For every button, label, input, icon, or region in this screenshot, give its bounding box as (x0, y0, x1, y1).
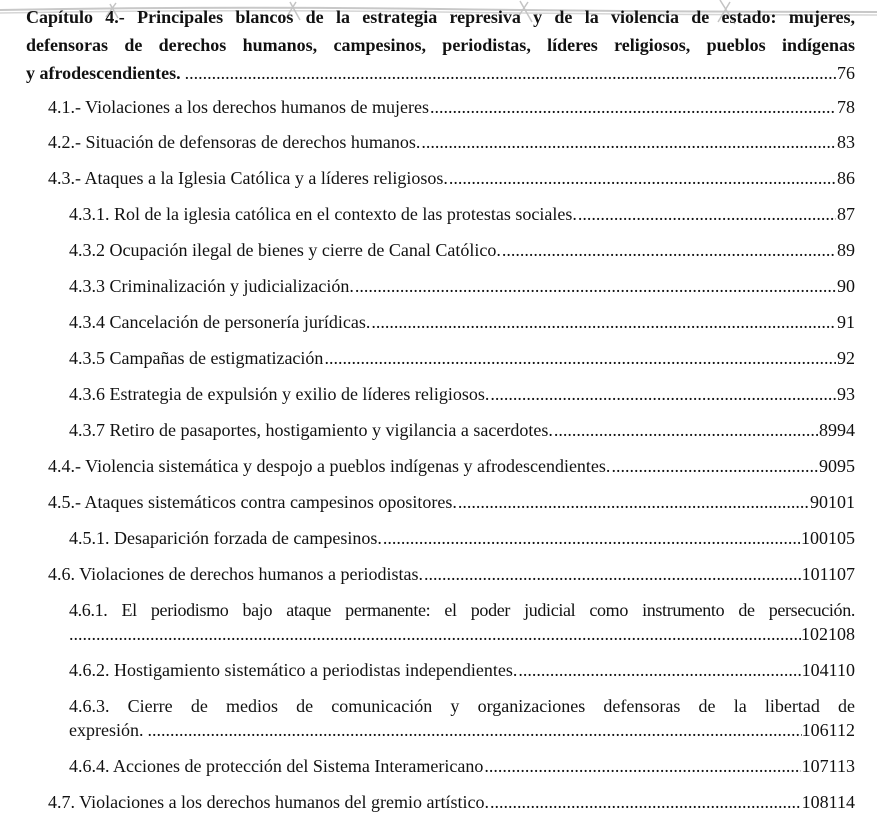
entry-label: 4.5.- Ataques sistemáticos contra campesinos opositores. (48, 492, 457, 512)
entry-label: 4.3.7 Retiro de pasaportes, hostigamiento y vigilancia a sacerdotes. (69, 420, 553, 440)
toc-entry-4-7[interactable] (26, 790, 855, 814)
toc-entry-4-5[interactable] (26, 490, 855, 514)
toc-entry-4-1[interactable] (26, 95, 855, 119)
page-number: 101107 (801, 564, 855, 584)
entry-label: 4.3.1. Rol de la iglesia católica en el contexto de las protestas sociales. (69, 204, 577, 224)
dot-leader (518, 658, 800, 682)
dot-leader (502, 238, 836, 262)
page-number: 107113 (801, 756, 855, 776)
entry-label: 4.3.2 Ocupación ilegal de bienes y cierre de Canal Católico. (69, 240, 501, 260)
toc-entry-4-3-4[interactable] (26, 310, 855, 334)
dot-leader (185, 59, 837, 87)
dot-leader (355, 274, 836, 298)
dot-leader (458, 490, 809, 514)
dot-leader (430, 95, 836, 119)
toc-entry-4-3[interactable] (26, 166, 855, 190)
page-number: 90101 (810, 492, 855, 512)
chapter-title-line-3 (26, 59, 855, 87)
entry-label: 4.3.5 Campañas de estigmatización (69, 348, 324, 368)
toc-entry-4-6-1[interactable] (26, 598, 855, 646)
page-number: 9095 (819, 456, 855, 476)
dot-leader (147, 718, 801, 742)
entry-label: 4.6.1. El periodismo bajo ataque permanente: el poder judicial como instrumento de persecución. (69, 600, 855, 620)
entry-label: 4.5.1. Desaparición forzada de campesinos. (69, 528, 382, 548)
page-number: 93 (837, 384, 855, 404)
toc-entry-4-5-1[interactable] (26, 526, 855, 550)
entry-label: 4.6.3. Cierre de medios de comunicación y organizaciones defensoras de la libertad de (69, 696, 855, 716)
entry-label: 4.6.4. Acciones de protección del Sistema Interamericano (69, 756, 484, 776)
toc-entry-4-6-2[interactable] (26, 658, 855, 682)
chapter-title-line-2: defensoras de derechos humanos, campesinos, periodistas, líderes religiosos, pueblos indígenas (26, 35, 855, 55)
page-number: 104110 (801, 660, 855, 680)
page-number: 106112 (801, 720, 855, 740)
entry-continuation (69, 718, 855, 742)
page-number: 76 (837, 63, 855, 83)
toc-entry-4-6-4[interactable] (26, 754, 855, 778)
entry-label: 4.3.3 Criminalización y judicialización. (69, 276, 354, 296)
dot-leader (490, 790, 801, 814)
toc-entry-4-3-7[interactable] (26, 418, 855, 442)
dot-leader (554, 418, 818, 442)
dot-leader (421, 130, 836, 154)
toc-entry-4-4[interactable] (26, 454, 855, 478)
dot-leader (611, 454, 818, 478)
entry-label: 4.4.- Violencia sistemática y despojo a pueblos indígenas y afrodescendientes. (48, 456, 611, 476)
dot-leader (371, 310, 836, 334)
dot-leader (69, 622, 801, 646)
entry-label: 4.6. Violaciones de derechos humanos a periodistas. (48, 564, 423, 584)
toc-entry-4-3-1[interactable] (26, 202, 855, 226)
toc-chapter-entry[interactable] (26, 0, 855, 87)
dot-leader (324, 346, 836, 370)
dot-leader (449, 166, 836, 190)
toc-entry-4-6-3[interactable] (26, 694, 855, 742)
entry-label: 4.1.- Violaciones a los derechos humanos de mujeres (48, 97, 429, 117)
toc-entry-4-3-6[interactable] (26, 382, 855, 406)
page-number: 83 (837, 132, 855, 152)
page-number: 86 (837, 168, 855, 188)
page-number: 91 (837, 312, 855, 332)
entry-continuation (69, 622, 855, 646)
entry-label: 4.7. Violaciones a los derechos humanos del gremio artístico. (48, 792, 489, 812)
toc-entry-4-3-3[interactable] (26, 274, 855, 298)
page-number: 89 (837, 240, 855, 260)
table-of-contents (26, 0, 855, 814)
page-number: 92 (837, 348, 855, 368)
page-number: 90 (837, 276, 855, 296)
entry-label: 4.3.6 Estrategia de expulsión y exilio de líderes religiosos. (69, 384, 490, 404)
page-number: 102108 (801, 624, 855, 644)
page-number: 78 (837, 97, 855, 117)
dot-leader (578, 202, 836, 226)
toc-entry-4-3-2[interactable] (26, 238, 855, 262)
toc-entry-4-2[interactable] (26, 130, 855, 154)
toc-entry-4-3-5[interactable] (26, 346, 855, 370)
page-number: 87 (837, 204, 855, 224)
page-number: 8994 (819, 420, 855, 440)
page-number: 108114 (801, 792, 855, 812)
entry-label: 4.6.2. Hostigamiento sistemático a periodistas independientes. (69, 660, 518, 680)
entry-label-continuation: expresión. (69, 720, 144, 740)
dot-leader (383, 526, 800, 550)
dot-leader (490, 382, 836, 406)
entry-label: 4.2.- Situación de defensoras de derechos humanos. (48, 132, 421, 152)
dot-leader (484, 754, 800, 778)
dot-leader (424, 562, 801, 586)
entry-label: 4.3.- Ataques a la Iglesia Católica y a líderes religiosos. (48, 168, 448, 188)
page-number: 100105 (801, 528, 855, 548)
chapter-title-line-1: Capítulo 4.- Principales blancos de la estrategia represiva y de la violencia de estado: mujeres, (26, 7, 855, 27)
chapter-title-last-text: y afrodescendientes. (26, 63, 181, 83)
toc-entry-4-6[interactable] (26, 562, 855, 586)
entry-label: 4.3.4 Cancelación de personería jurídicas. (69, 312, 371, 332)
